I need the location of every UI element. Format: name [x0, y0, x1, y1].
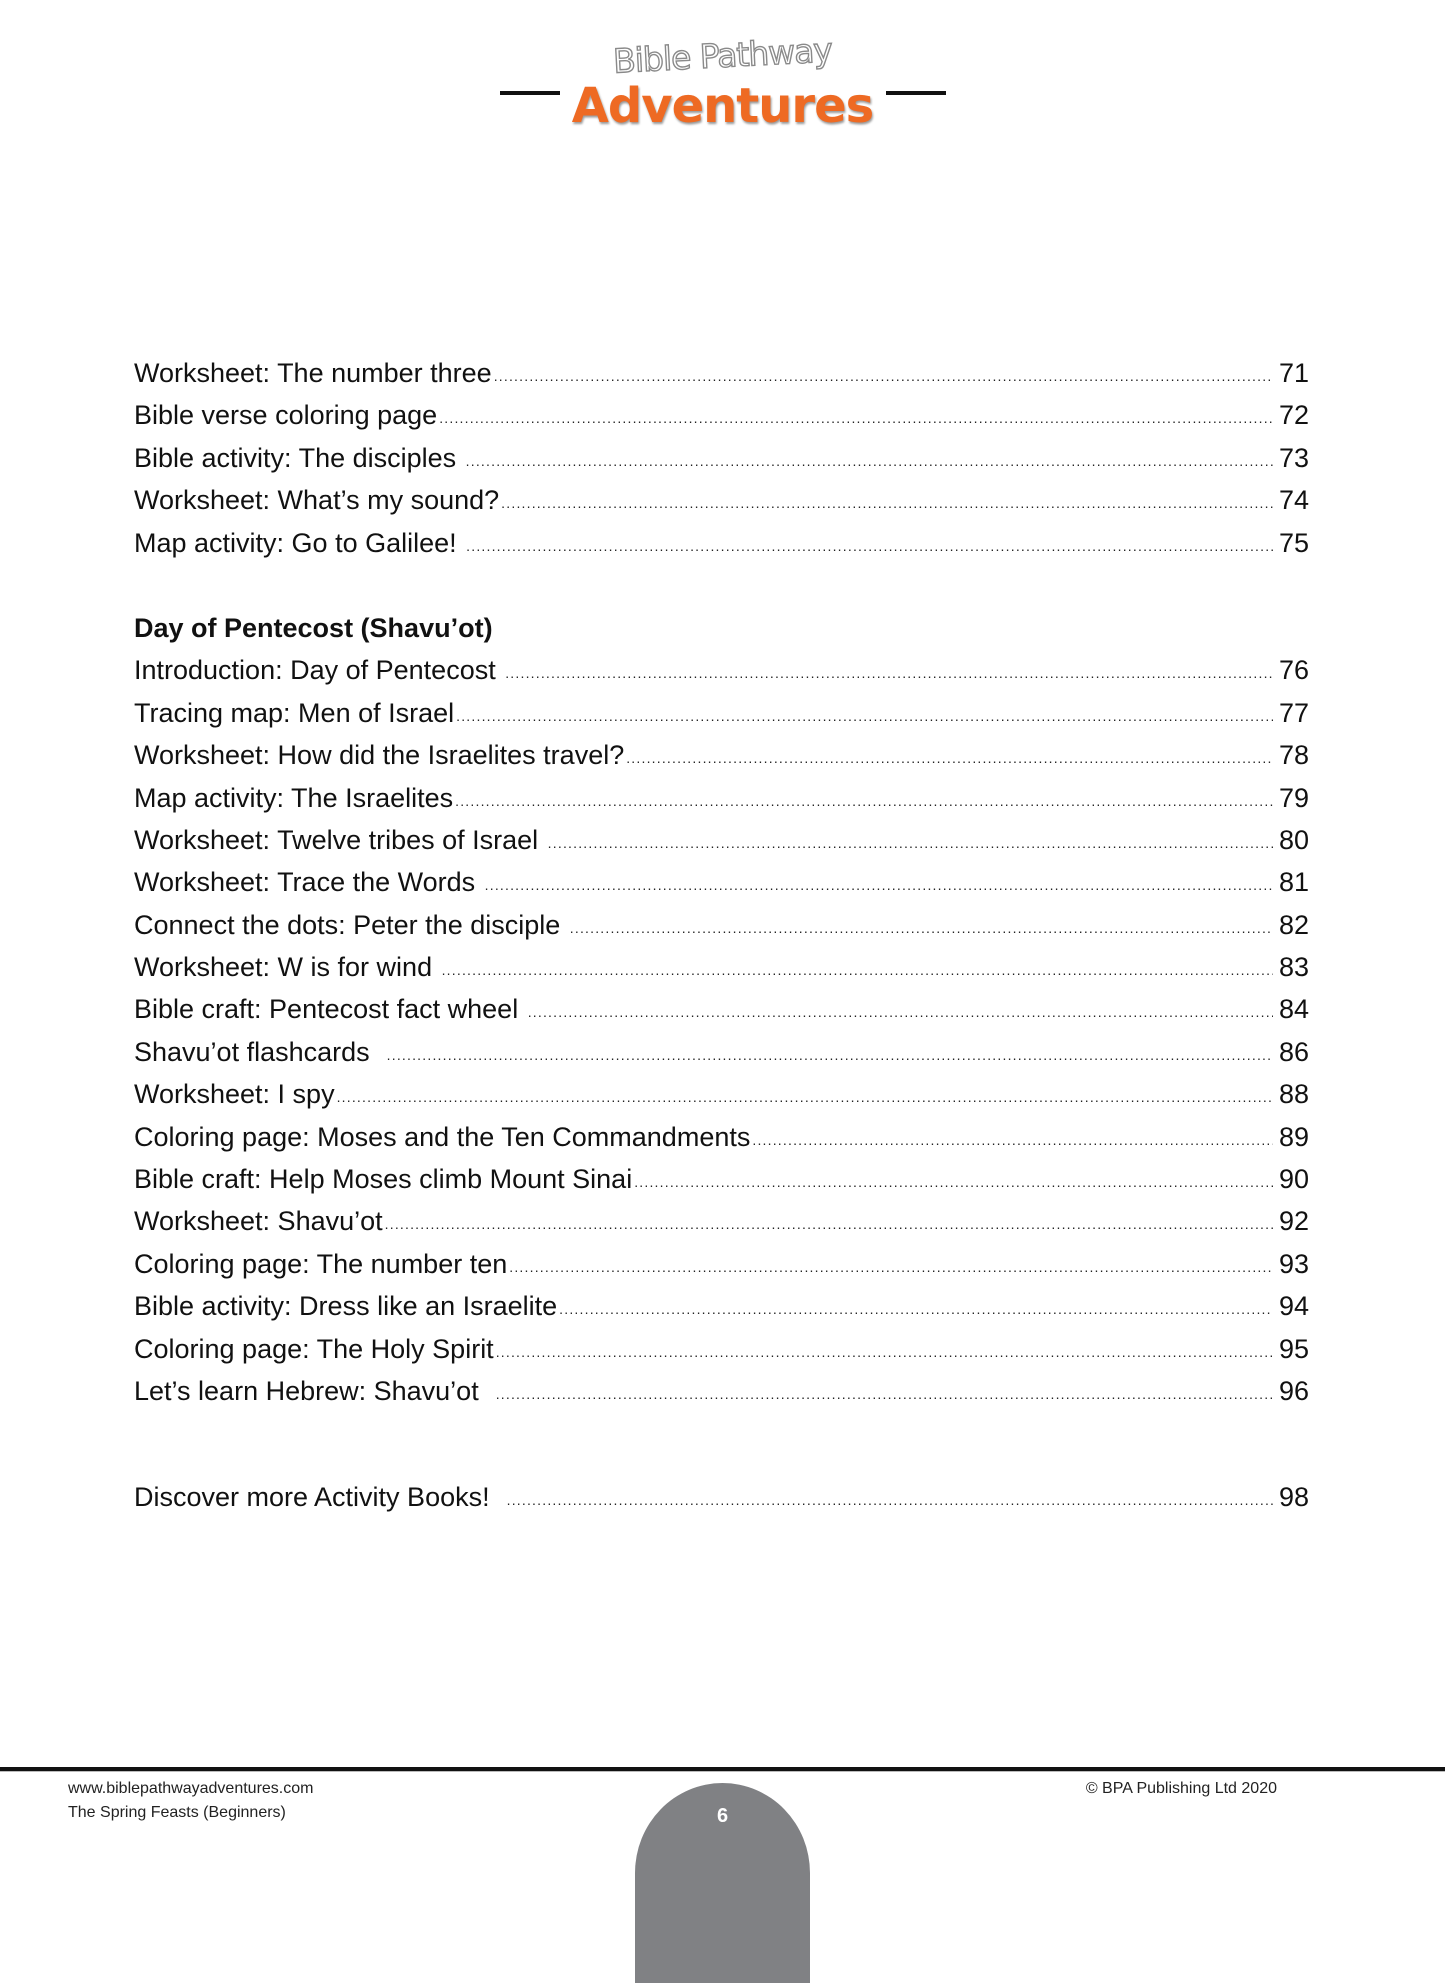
- toc-entry[interactable]: [134, 479, 1309, 521]
- toc-leader-dots: [509, 1246, 1273, 1288]
- page-number: 6: [716, 1805, 729, 1827]
- toc-leader-dots: [496, 1331, 1273, 1373]
- toc-entry[interactable]: [134, 988, 1309, 1030]
- toc-leader-dots: [455, 780, 1273, 822]
- toc-entry-title: Coloring page: Moses and the Ten Commandments: [134, 1121, 751, 1152]
- toc-entry-title: Worksheet: What’s my sound?: [134, 485, 500, 516]
- footer-website[interactable]: www.biblepathwayadventures.com: [68, 1780, 314, 1797]
- toc-entry-title: Let’s learn Hebrew: Shavu’ot: [134, 1375, 494, 1406]
- toc-entry[interactable]: [134, 734, 1309, 776]
- toc-leader-dots: [507, 1479, 1273, 1521]
- logo-line1: Bible Pathway: [612, 30, 833, 81]
- toc-entry-page: 84: [1278, 994, 1309, 1025]
- toc-entry-page: 94: [1278, 1291, 1309, 1322]
- toc-entry[interactable]: [134, 777, 1309, 819]
- toc-entry-page: 79: [1278, 782, 1309, 813]
- toc-entry-page: 76: [1278, 655, 1309, 686]
- toc-entry-page: 90: [1278, 1164, 1309, 1195]
- toc-entry[interactable]: [134, 1328, 1309, 1370]
- toc-entry-page: 75: [1278, 527, 1309, 558]
- toc-leader-dots: [559, 1288, 1273, 1330]
- toc-leader-dots: [494, 355, 1273, 397]
- toc-entry[interactable]: [134, 1073, 1309, 1115]
- toc-entry-page: 89: [1278, 1121, 1309, 1152]
- toc-entry[interactable]: [134, 904, 1309, 946]
- toc-entry-title: Tracing map: Men of Israel: [134, 697, 455, 728]
- toc-entry[interactable]: [134, 1158, 1309, 1200]
- toc-entry[interactable]: [134, 649, 1309, 691]
- toc-leader-dots: [385, 1203, 1273, 1245]
- brand-logo: [0, 0, 1445, 150]
- page-number-badge: [635, 1783, 810, 1983]
- toc-entry-page: 73: [1278, 442, 1309, 473]
- logo-dash-right: [886, 91, 946, 95]
- logo-line2: Adventures: [571, 78, 874, 134]
- toc-entry-page: 77: [1278, 697, 1309, 728]
- toc-entry-page: 82: [1278, 909, 1309, 940]
- toc-entry-page: 88: [1278, 1079, 1309, 1110]
- spacer: [134, 564, 1309, 607]
- toc-entry-page: 71: [1278, 358, 1309, 388]
- toc-entry-page: 93: [1278, 1248, 1309, 1279]
- toc-entry[interactable]: [134, 946, 1309, 988]
- toc-entry-title: Bible activity: Dress like an Israelite: [134, 1291, 558, 1322]
- toc-group-2: [134, 649, 1309, 1412]
- toc-entry-title: Worksheet: How did the Israelites travel?: [134, 740, 625, 771]
- table-of-contents: [134, 352, 1309, 1519]
- section-heading: Day of Pentecost (Shavu’ot): [134, 612, 493, 643]
- toc-entry-page: 81: [1278, 867, 1309, 898]
- toc-leader-dots: [466, 525, 1273, 567]
- toc-entry-page: 92: [1278, 1206, 1309, 1237]
- toc-leader-dots: [501, 482, 1273, 524]
- toc-group-3: [134, 1476, 1309, 1518]
- toc-entry[interactable]: [134, 1285, 1309, 1327]
- toc-entry[interactable]: [134, 819, 1309, 861]
- toc-entry-title: Shavu’ot flashcards: [134, 1036, 385, 1067]
- toc-leader-dots: [548, 822, 1273, 864]
- toc-entry-title: Map activity: The Israelites: [134, 782, 454, 813]
- toc-entry[interactable]: [134, 437, 1309, 479]
- toc-entry[interactable]: [134, 1200, 1309, 1242]
- toc-entry-title: Worksheet: Trace the Words: [134, 867, 483, 898]
- toc-leader-dots: [528, 991, 1273, 1033]
- toc-leader-dots: [570, 907, 1273, 949]
- toc-entry-title: Worksheet: I spy: [134, 1079, 335, 1110]
- toc-leader-dots: [485, 864, 1273, 906]
- toc-leader-dots: [442, 949, 1273, 991]
- toc-entry[interactable]: [134, 522, 1309, 564]
- footer-copyright: © BPA Publishing Ltd 2020: [1085, 1780, 1277, 1797]
- toc-entry-title: Introduction: Day of Pentecost: [134, 655, 504, 686]
- toc-leader-dots: [752, 1119, 1273, 1161]
- toc-entry-title: Bible activity: The disciples: [134, 442, 464, 473]
- toc-entry-title: Discover more Activity Books!: [134, 1482, 505, 1513]
- toc-entry-page: 80: [1278, 824, 1309, 855]
- toc-entry[interactable]: [134, 1476, 1309, 1518]
- toc-entry-title: Bible verse coloring page: [134, 400, 438, 431]
- toc-entry-page: 86: [1278, 1036, 1309, 1067]
- toc-entry-page: 78: [1278, 740, 1309, 771]
- toc-group-1: [134, 352, 1309, 564]
- footer-book-title: The Spring Feasts (Beginners): [68, 1804, 286, 1821]
- toc-entry-title: Worksheet: The number three: [134, 358, 492, 388]
- toc-leader-dots: [466, 440, 1273, 482]
- toc-leader-dots: [456, 695, 1273, 737]
- toc-entry-title: Coloring page: The number ten: [134, 1248, 508, 1279]
- toc-entry-title: Connect the dots: Peter the disciple: [134, 909, 568, 940]
- toc-entry-title: Bible craft: Help Moses climb Mount Sinai: [134, 1164, 633, 1195]
- toc-entry[interactable]: [134, 352, 1309, 394]
- toc-entry-page: 83: [1278, 952, 1309, 983]
- toc-leader-dots: [387, 1034, 1273, 1076]
- toc-entry-title: Map activity: Go to Galilee!: [134, 527, 465, 558]
- toc-entry-page: 74: [1278, 485, 1309, 516]
- footer-divider-shadow: [0, 1771, 1445, 1772]
- toc-leader-dots: [439, 397, 1273, 439]
- toc-entry[interactable]: [134, 1031, 1309, 1073]
- toc-entry-page: 98: [1278, 1482, 1309, 1513]
- toc-entry[interactable]: [134, 861, 1309, 903]
- toc-entry[interactable]: [134, 394, 1309, 436]
- toc-entry-title: Worksheet: Shavu’ot: [134, 1206, 383, 1237]
- toc-entry[interactable]: [134, 1243, 1309, 1285]
- toc-entry[interactable]: [134, 1370, 1309, 1412]
- toc-leader-dots: [337, 1076, 1273, 1118]
- toc-entry-title: Worksheet: W is for wind: [134, 952, 440, 983]
- toc-entry-page: 95: [1278, 1333, 1309, 1364]
- toc-entry[interactable]: [134, 1116, 1309, 1158]
- footer-left: [68, 1777, 313, 1825]
- toc-entry[interactable]: [134, 692, 1309, 734]
- toc-leader-dots: [626, 737, 1273, 779]
- toc-entry-page: 72: [1278, 400, 1309, 431]
- toc-leader-dots: [505, 652, 1273, 694]
- toc-entry-title: Bible craft: Pentecost fact wheel: [134, 994, 526, 1025]
- toc-leader-dots: [634, 1161, 1273, 1203]
- toc-entry-page: 96: [1278, 1375, 1309, 1406]
- spacer: [134, 1412, 1309, 1476]
- toc-entry-title: Coloring page: The Holy Spirit: [134, 1333, 494, 1364]
- toc-entry-title: Worksheet: Twelve tribes of Israel: [134, 824, 546, 855]
- toc-leader-dots: [496, 1373, 1273, 1415]
